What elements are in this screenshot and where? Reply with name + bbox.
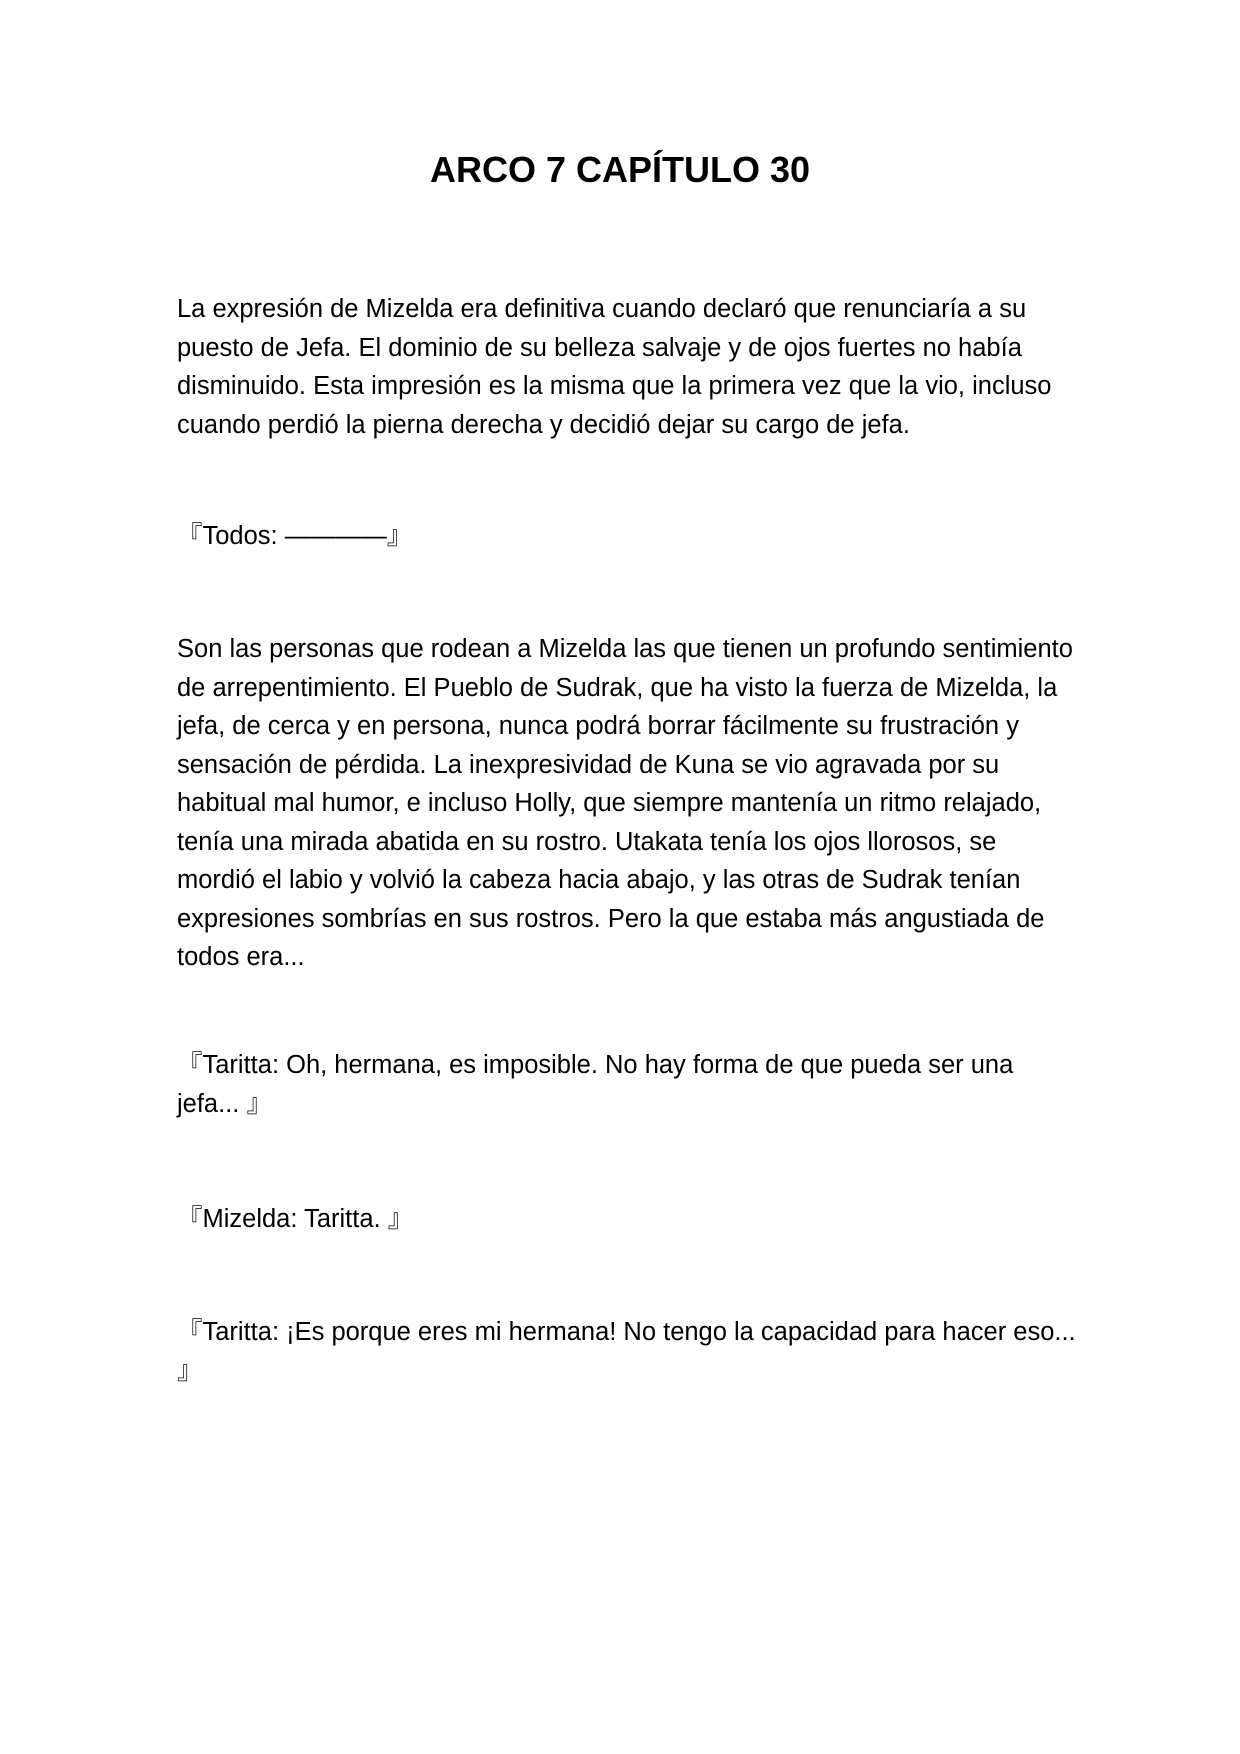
narration-paragraph: La expresión de Mizelda era definitiva cuando declaró que renunciaría a su puesto de Jefa. El dominio de su belleza salvaje y de ojos fuertes no había disminuido. Esta impresión es la misma que la primera vez que la vio, incluso cuando perdió la pierna derecha y decidió dejar su cargo de jefa. bbox=[177, 295, 1052, 439]
dialogue-line: 『Todos: ————』 bbox=[177, 522, 413, 550]
narration-paragraph: Son las personas que rodean a Mizelda las que tienen un profundo sentimiento de arrepentimiento. El Pueblo de Sudrak, que ha visto la fuerza de Mizelda, la jefa, de cerca y en persona, nunca podrá borrar fácilmente su frustración y sensación de pérdida. La inexpresividad de Kuna se vio agravada por su habitual mal humor, e incluso Holly, que siempre mantenía un ritmo relajado, tenía una mirada abatida en su rostro. Utakata tenía los ojos llorosos, se mordió el labio y volvió la cabeza hacia abajo, y las otras de Sudrak tenían expresiones sombrías en sus rostros. Pero la que estaba más angustiada de todos era... bbox=[177, 635, 1073, 971]
chapter-title: ARCO 7 CAPÍTULO 30 bbox=[429, 149, 811, 190]
dialogue-line: 『Mizelda: Taritta. 』 bbox=[177, 1205, 414, 1233]
dialogue-line: 『Taritta: ¡Es porque eres mi hermana! No tengo la capacidad para hacer eso... 』 bbox=[177, 1318, 1076, 1385]
dialogue-line: 『Taritta: Oh, hermana, es imposible. No hay forma de que pueda ser una jefa... 』 bbox=[177, 1051, 1014, 1118]
